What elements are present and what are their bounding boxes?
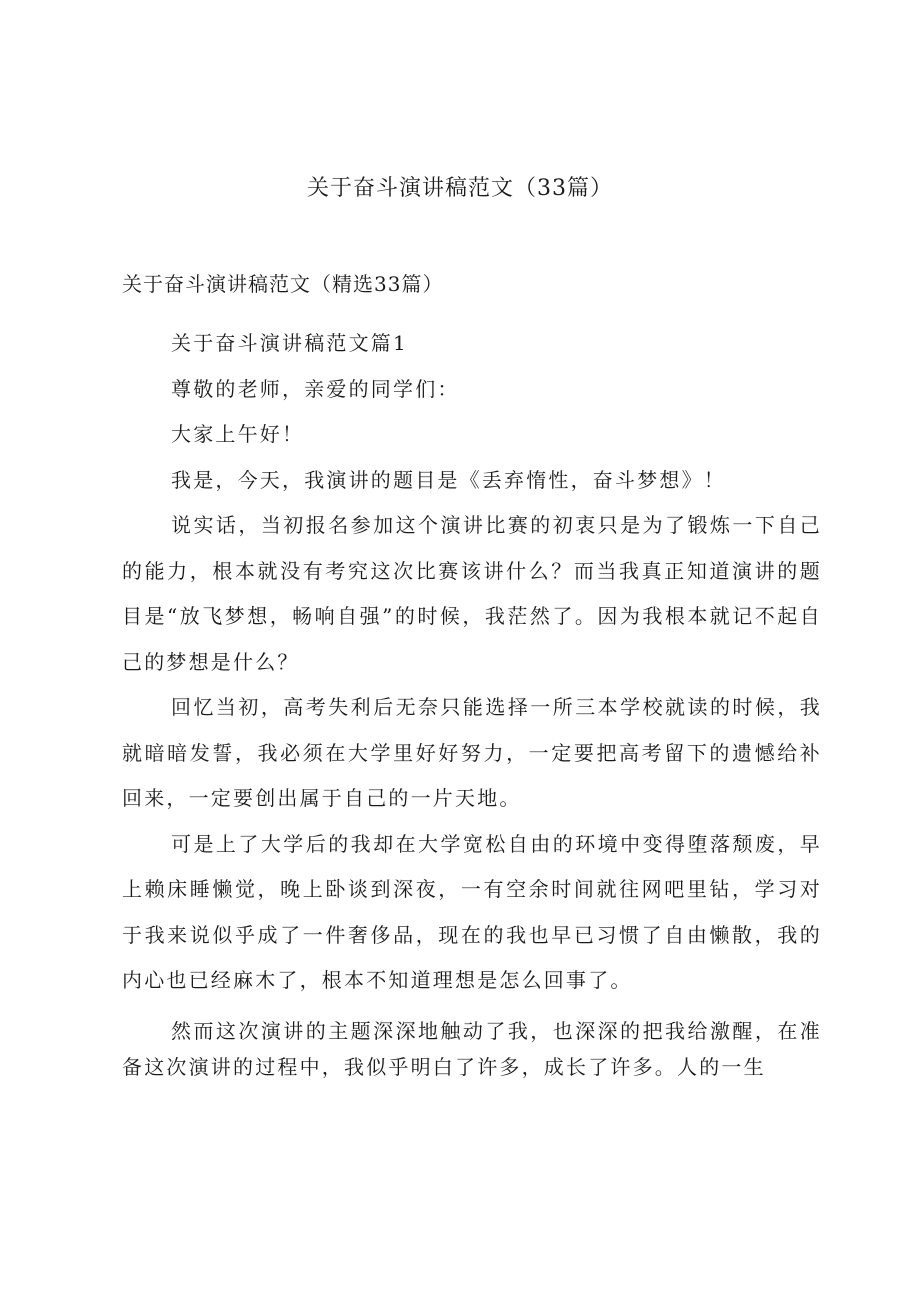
document-body <box>122 321 822 1085</box>
speech-intro: 我是，今天，我演讲的题目是《丢弃惰性，奋斗梦想》！ <box>171 467 726 492</box>
salutation: 尊敬的老师，亲爱的同学们： <box>171 376 460 401</box>
document-title: 关于奋斗演讲稿范文（33篇） <box>307 176 613 201</box>
document-subtitle: 关于奋斗演讲稿范文（精选33篇） <box>122 272 444 296</box>
section-heading: 关于奋斗演讲稿范文篇1 <box>171 331 408 355</box>
body-paragraph: 然而这次演讲的主题深深地触动了我，也深深的把我给激醒，在准备这次演讲的过程中，我似乎明白了许多，成长了许多。人的一生 <box>122 1018 822 1079</box>
body-paragraph: 回忆当初，高考失利后无奈只能选择一所三本学校就读的时候，我就暗暗发誓，我必须在大学里好好努力，一定要把高考留下的遗憾给补回来，一定要创出属于自己的一片天地。 <box>122 695 822 810</box>
body-paragraph: 说实话，当初报名参加这个演讲比赛的初衷只是为了锻炼一下自己的能力，根本就没有考究这次比赛该讲什么？而当我真正知道演讲的题目是“放飞梦想，畅响自强”的时候，我茫然了。因为我根本就记不起自己的梦想是什么？ <box>122 513 822 674</box>
greeting: 大家上午好！ <box>171 422 305 446</box>
body-paragraph: 可是上了大学后的我却在大学宽松自由的环境中变得堕落颓废，早上赖床睡懒觉，晚上卧谈到深夜，一有空余时间就往网吧里钻，学习对于我来说似乎成了一件奢侈品，现在的我也早已习惯了自由懒散，我的内心也已经麻木了，根本不知道理想是怎么回事了。 <box>122 831 822 992</box>
